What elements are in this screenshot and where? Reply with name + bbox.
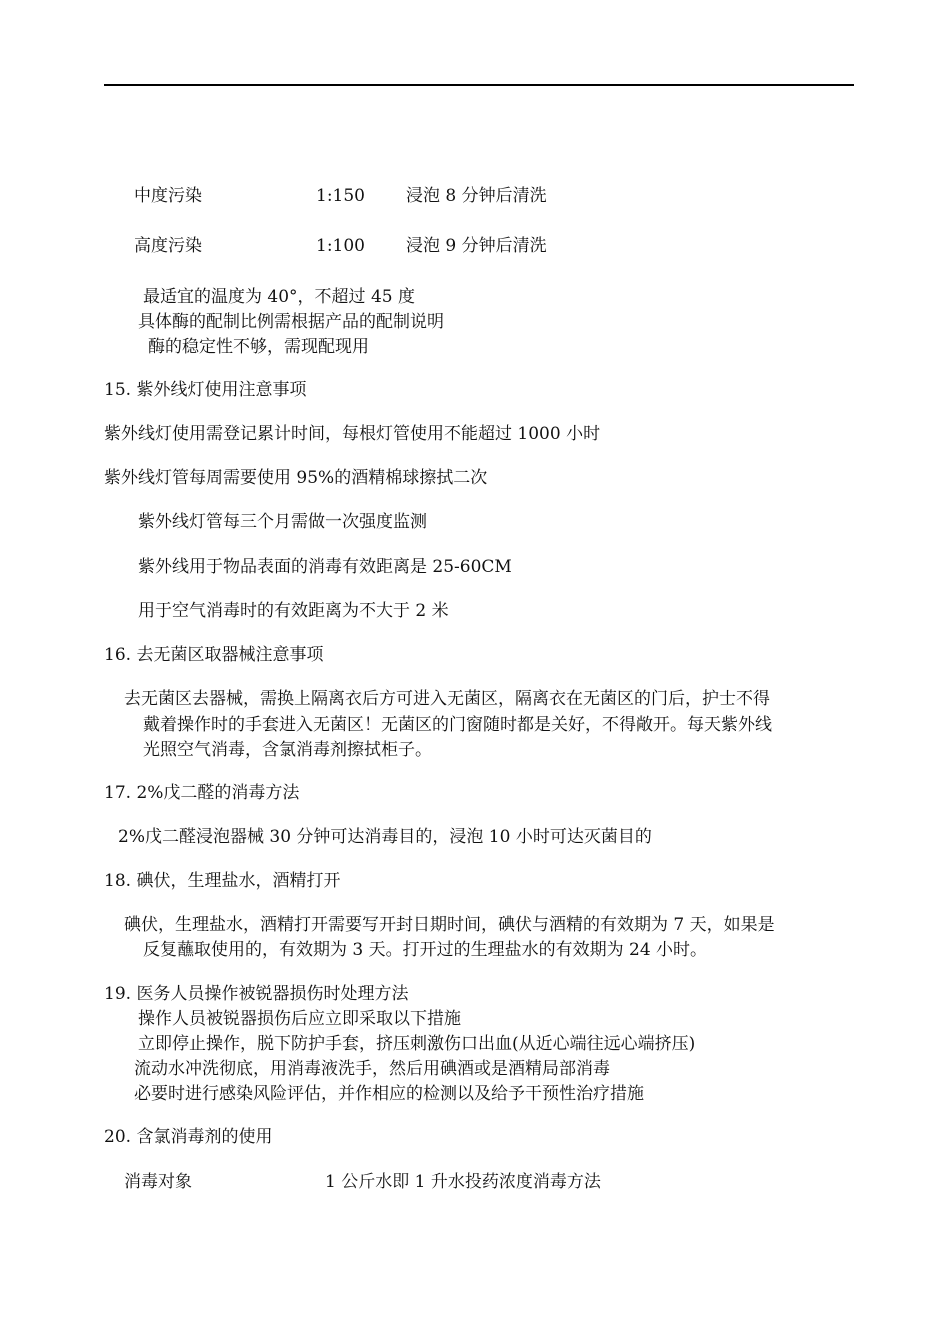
section-19-title: 19. 医务人员操作被锐器损伤时处理方法: [104, 984, 409, 1004]
section-20-title: 20. 含氯消毒剂的使用: [104, 1127, 273, 1147]
s18-paragraph-line: 反复蘸取使用的，有效期为 3 天。打开过的生理盐水的有效期为 24 小时。: [143, 940, 708, 960]
enzyme-note-ratio: 具体酶的配制比例需根据产品的配制说明: [138, 312, 444, 332]
enzyme-note-stability: 酶的稳定性不够，需现配现用: [148, 337, 369, 357]
s16-paragraph-line: 戴着操作时的手套进入无菌区！无菌区的门窗随时都是关好，不得敞开。每天紫外线: [143, 715, 772, 735]
column-disinfection-object: 消毒对象: [124, 1172, 192, 1192]
section-16-title: 16. 去无菌区取器械注意事项: [104, 645, 324, 665]
s15-line: 紫外线灯管每三个月需做一次强度监测: [138, 512, 427, 532]
dilution-ratio: 1:100: [316, 236, 365, 256]
section-18-title: 18. 碘伏，生理盐水，酒精打开: [104, 871, 341, 891]
s16-paragraph-line: 去无菌区去器械，需换上隔离衣后方可进入无菌区，隔离衣在无菌区的门后，护士不得: [124, 689, 770, 709]
s17-line: 2%戊二醛浸泡器械 30 分钟可达消毒目的，浸泡 10 小时可达灭菌目的: [118, 827, 652, 847]
section-17-title: 17. 2%戊二醛的消毒方法: [104, 783, 300, 803]
s16-paragraph-line: 光照空气消毒，含氯消毒剂擦拭柜子。: [143, 740, 432, 760]
s15-line: 用于空气消毒时的有效距离为不大于 2 米: [138, 601, 449, 621]
column-concentration-method: 1 公斤水即 1 升水投药浓度消毒方法: [325, 1172, 601, 1192]
enzyme-note-temperature: 最适宜的温度为 40°，不超过 45 度: [143, 287, 415, 307]
s15-line: 紫外线用于物品表面的消毒有效距离是 25-60CM: [138, 557, 512, 577]
s19-line: 必要时进行感染风险评估，并作相应的检测以及给予干预性治疗措施: [134, 1084, 644, 1104]
header-rule: [104, 84, 854, 86]
s19-line: 立即停止操作，脱下防护手套，挤压刺激伤口出血(从近心端往远心端挤压): [138, 1034, 696, 1054]
section-15-title: 15. 紫外线灯使用注意事项: [104, 380, 307, 400]
s15-line: 紫外线灯管每周需要使用 95%的酒精棉球擦拭二次: [104, 468, 488, 488]
s15-line: 紫外线灯使用需登记累计时间，每根灯管使用不能超过 1000 小时: [104, 424, 601, 444]
s18-paragraph-line: 碘伏，生理盐水，酒精打开需要写开封日期时间，碘伏与酒精的有效期为 7 天，如果是: [124, 915, 775, 935]
dilution-ratio: 1:150: [316, 186, 365, 206]
s19-line: 流动水冲洗彻底，用消毒液洗手，然后用碘酒或是酒精局部消毒: [134, 1059, 610, 1079]
soak-method: 浸泡 8 分钟后清洗: [406, 186, 547, 206]
s19-line: 操作人员被锐器损伤后应立即采取以下措施: [138, 1009, 461, 1029]
contamination-level: 高度污染: [134, 236, 202, 256]
contamination-level: 中度污染: [134, 186, 202, 206]
soak-method: 浸泡 9 分钟后清洗: [406, 236, 547, 256]
